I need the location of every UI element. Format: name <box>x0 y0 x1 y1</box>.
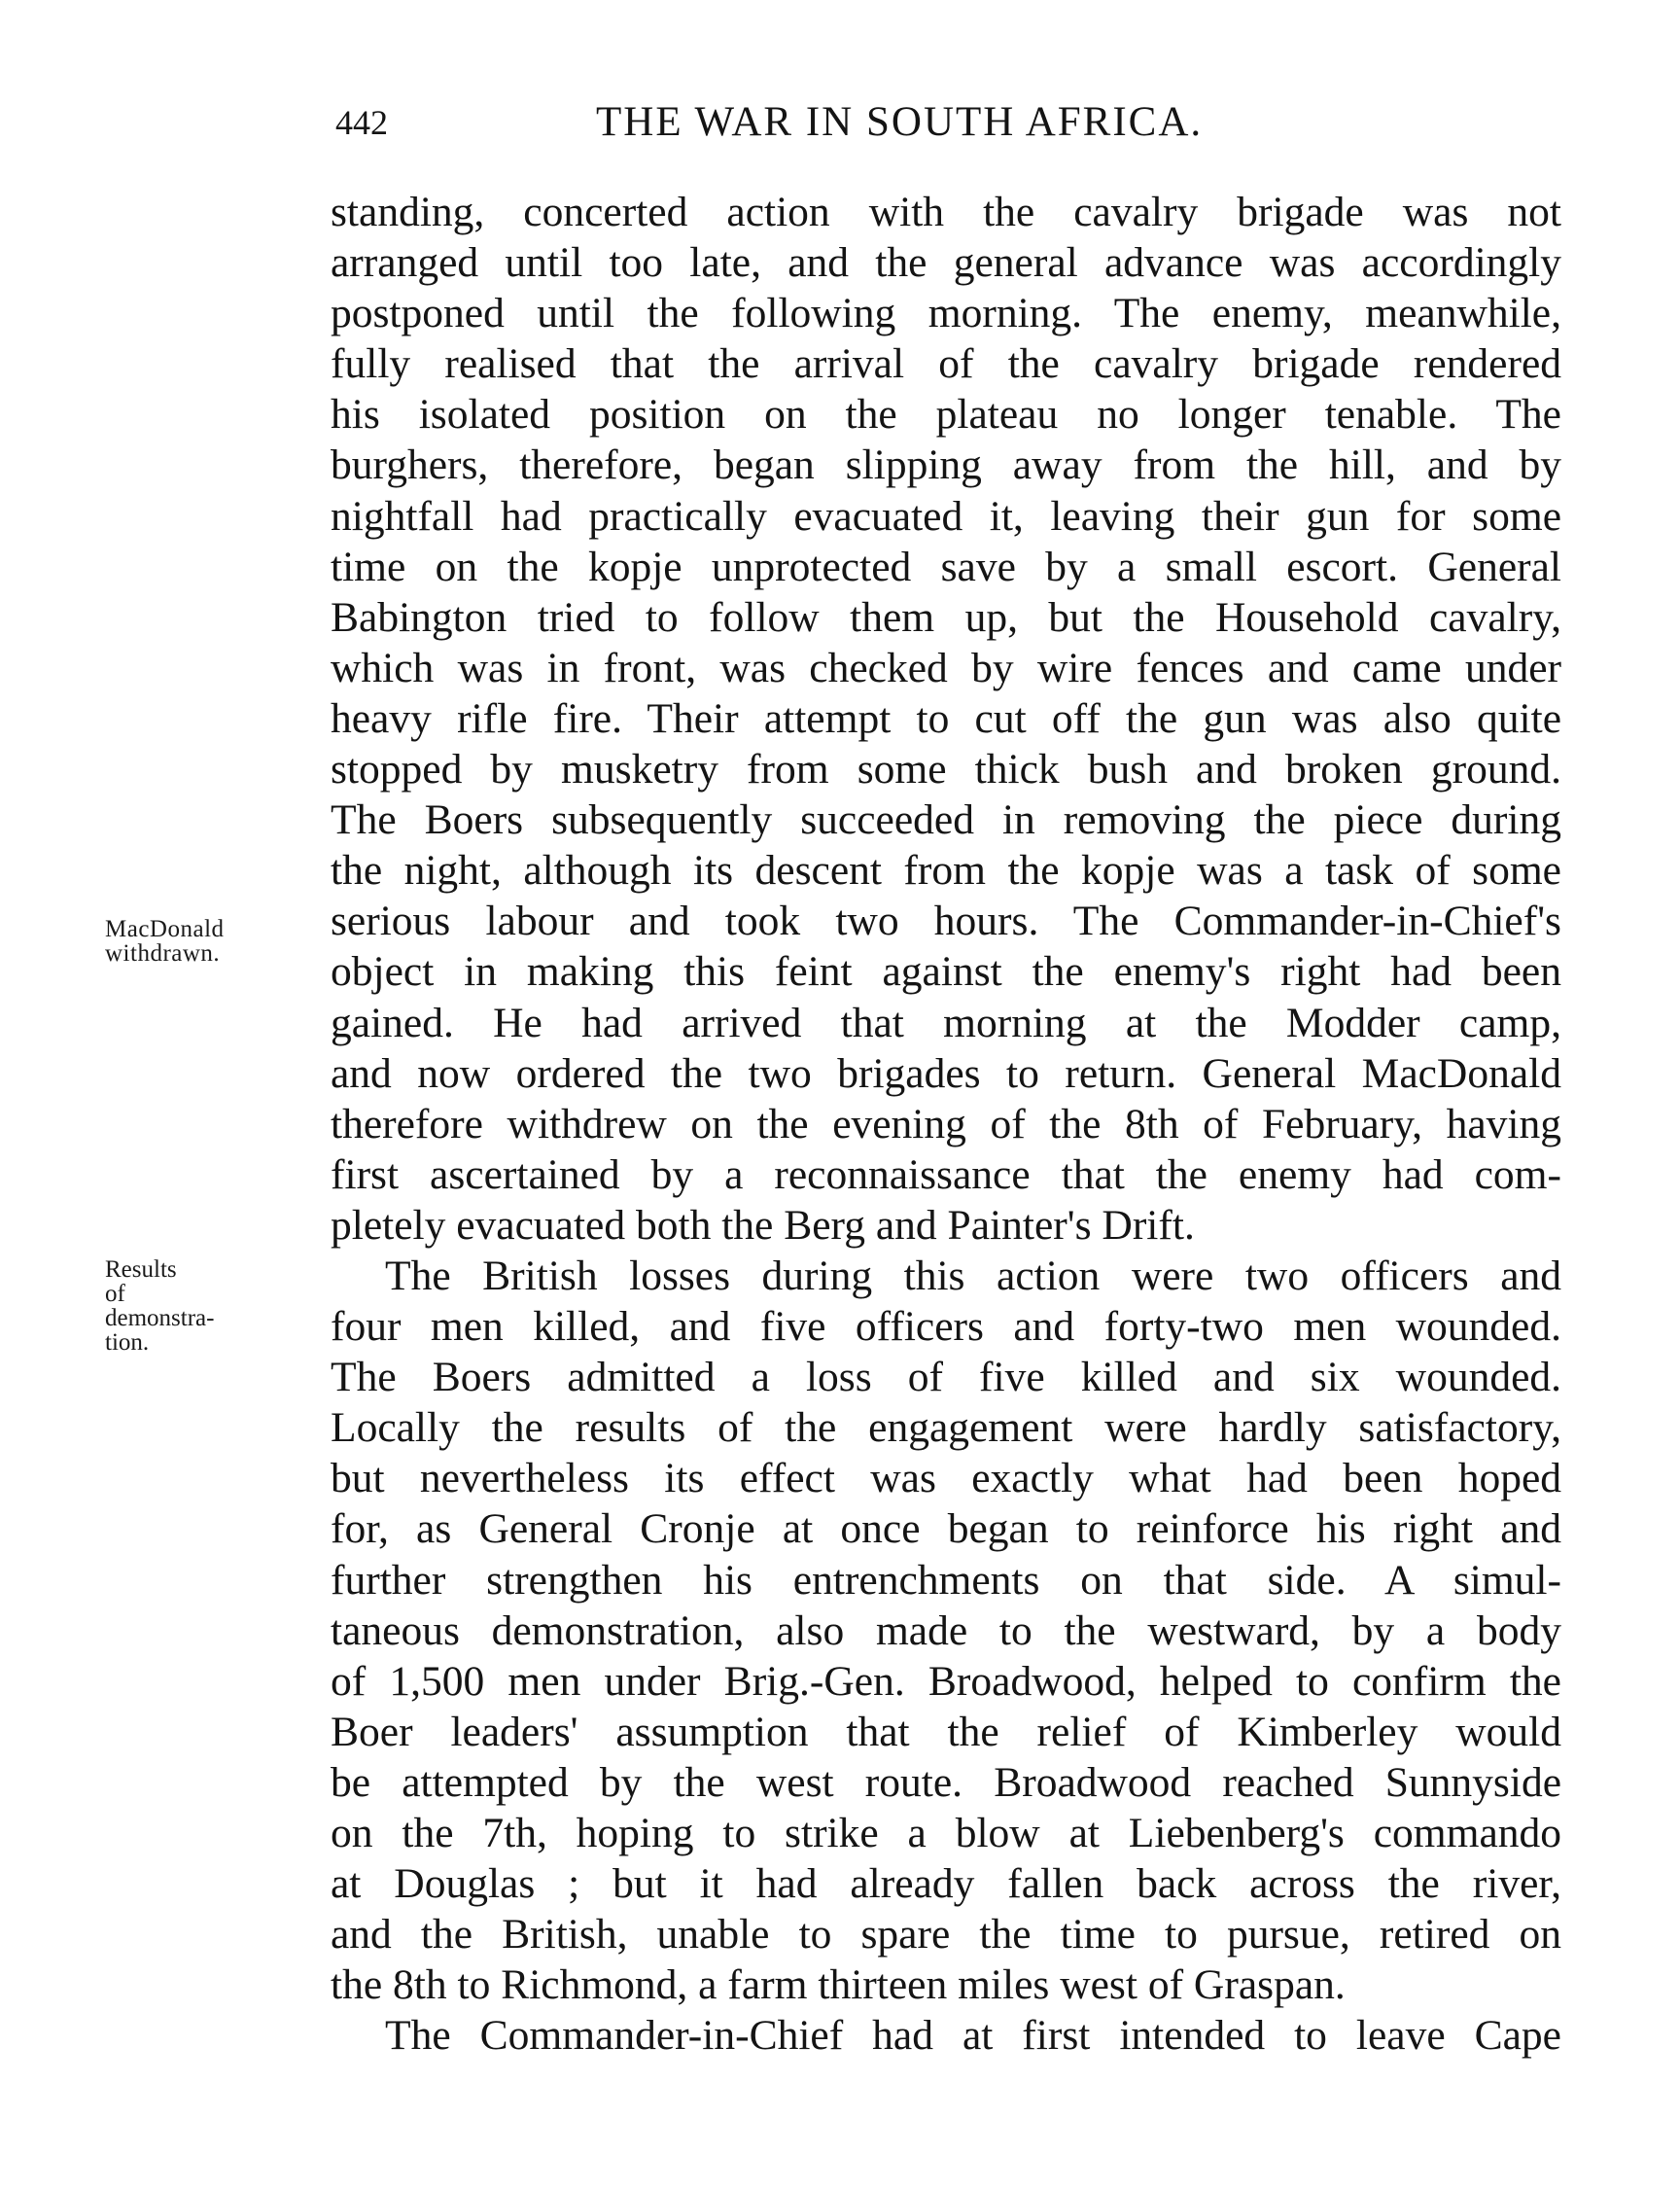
page-number: 442 <box>335 103 388 142</box>
margin-note-results-of-demonstration <box>105 1257 214 1355</box>
text-line: for, as General Cronje at once began to reinforce his right and <box>331 1505 1561 1553</box>
body-text <box>331 187 1561 2061</box>
text-line: therefore withdrew on the evening of the 8th of February, having <box>331 1100 1561 1147</box>
text-line: gained. He had arrived that morning at the Modder camp, <box>331 999 1561 1046</box>
text-line: and now ordered the two brigades to return. General MacDonald <box>331 1049 1561 1097</box>
text-line: pletely evacuated both the Berg and Painter's Drift. <box>331 1201 1195 1249</box>
text-line: arranged until too late, and the general advance was accordingly <box>331 239 1561 287</box>
margin-note-line: tion. <box>105 1329 150 1356</box>
text-line: The Boers subsequently succeeded in removing the piece during <box>331 796 1561 844</box>
text-line: fully realised that the arrival of the cavalry brigade rendered <box>331 340 1561 388</box>
paragraph-start-line: The Commander-in-Chief had at first intended to leave Cape <box>385 2012 1561 2060</box>
running-head <box>335 99 1560 151</box>
text-line: stopped by musketry from some thick bush and broken ground. <box>331 746 1561 794</box>
text-line: postponed until the following morning. The enemy, meanwhile, <box>331 290 1561 337</box>
text-line: of 1,500 men under Brig.-Gen. Broadwood, helped to confirm the <box>331 1657 1561 1705</box>
text-line: first ascertained by a reconnaissance that the enemy had com- <box>331 1150 1561 1198</box>
text-line: the night, although its descent from the kopje was a task of some <box>331 847 1561 895</box>
text-line: at Douglas ; but it had already fallen back across the river, <box>331 1860 1561 1908</box>
text-line: taneous demonstration, also made to the westward, by a body <box>331 1606 1561 1654</box>
text-line: four men killed, and five officers and forty-two men wounded. <box>331 1303 1561 1351</box>
text-line: nightfall had practically evacuated it, leaving their gun for some <box>331 492 1561 540</box>
margin-note-macdonald-withdrawn <box>105 917 225 966</box>
text-line: be attempted by the west route. Broadwood reached Sunnyside <box>331 1758 1561 1806</box>
text-line: his isolated position on the plateau no longer tenable. The <box>331 391 1561 439</box>
text-line: on the 7th, hoping to strike a blow at Liebenberg's commando <box>331 1810 1561 1856</box>
text-line: serious labour and took two hours. The Commander-in-Chief's <box>331 898 1561 945</box>
text-line: but nevertheless its effect was exactly what had been hoped <box>331 1455 1561 1502</box>
text-line: The Boers admitted a loss of five killed and six wounded. <box>331 1354 1561 1401</box>
margin-note-line: Results <box>105 1256 177 1283</box>
text-line: Boer leaders' assumption that the relief of Kimberley would <box>331 1708 1561 1755</box>
text-line: further strengthen his entrenchments on that side. A simul- <box>331 1556 1561 1604</box>
text-line: the 8th to Richmond, a farm thirteen miles west of Graspan. <box>331 1961 1346 2009</box>
text-line: object in making this feint against the enemy's right had been <box>331 948 1561 996</box>
text-line: Babington tried to follow them up, but the Household cavalry, <box>331 593 1561 641</box>
margin-note-line: demonstra- <box>105 1305 215 1331</box>
text-line: time on the kopje unprotected save by a small escort. General <box>331 543 1561 590</box>
margin-note-line: MacDonald <box>105 916 225 942</box>
paragraph-start-line: The British losses during this action were two officers and <box>385 1252 1561 1299</box>
running-title: THE WAR IN SOUTH AFRICA. <box>596 99 1204 145</box>
text-line: Locally the results of the engagement were hardly satisfactory, <box>331 1404 1561 1452</box>
text-line: which was in front, was checked by wire fences and came under <box>331 644 1561 691</box>
margin-note-line: of <box>105 1281 125 1307</box>
text-line: burghers, therefore, began slipping away from the hill, and by <box>331 441 1561 489</box>
text-line: and the British, unable to spare the time to pursue, retired on <box>331 1911 1561 1959</box>
text-line: heavy rifle fire. Their attempt to cut off the gun was also quite <box>331 694 1561 742</box>
margin-note-line: withdrawn. <box>105 940 221 967</box>
text-line: standing, concerted action with the cavalry brigade was not <box>331 189 1561 235</box>
